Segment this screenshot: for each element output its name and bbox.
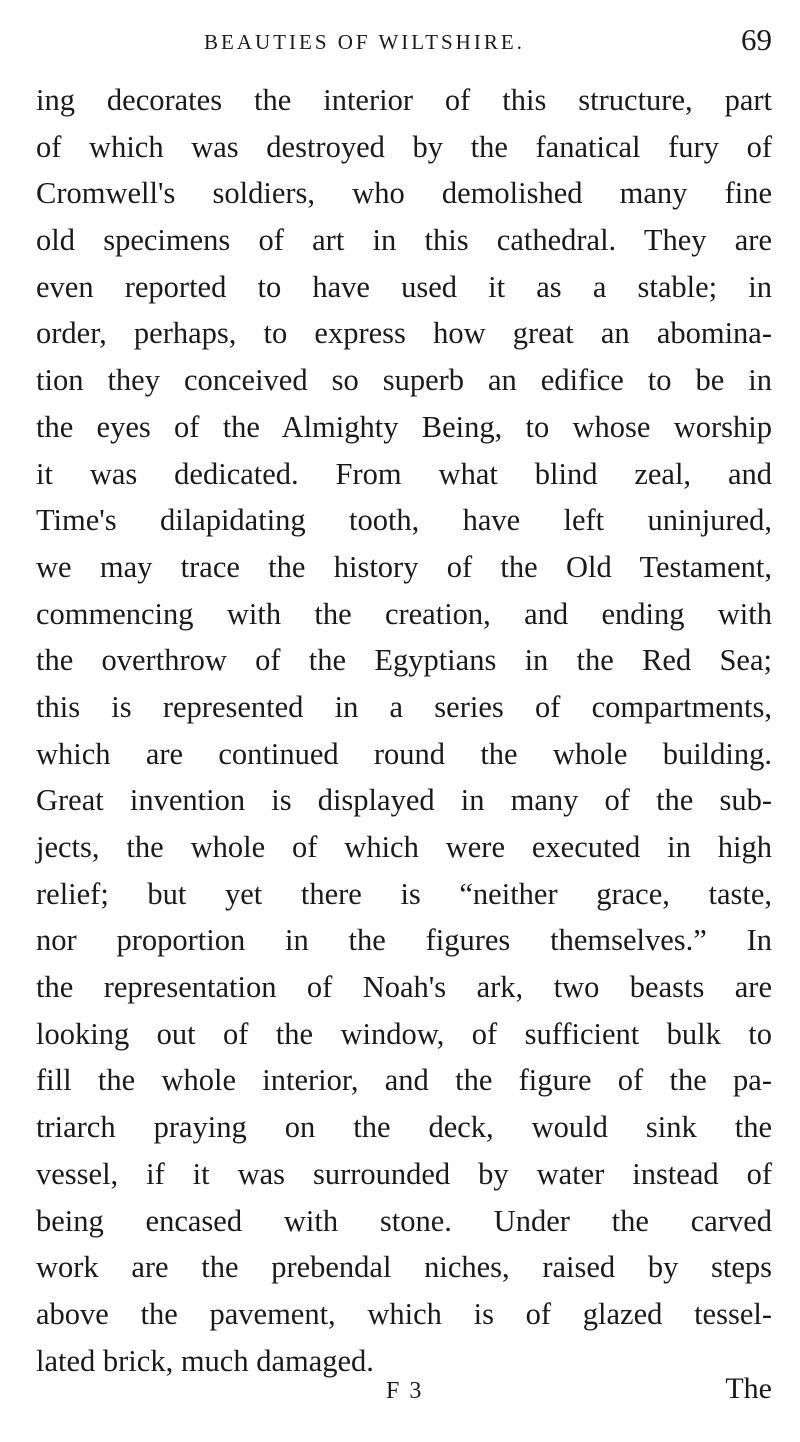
text-line: old specimens of art in this cathedral. They are — [36, 223, 772, 258]
text-line: Great invention is displayed in many of the sub- — [36, 783, 772, 818]
text-line: the representation of Noah's ark, two beasts are — [36, 970, 772, 1005]
text-line: this is represented in a series of compartments, — [36, 689, 772, 724]
running-title: BEAUTIES OF WILTSHIRE. — [204, 30, 525, 54]
text-line: order, perhaps, to express how great an abomina- — [36, 316, 772, 351]
page-number: 69 — [741, 22, 772, 57]
text-line: triarch praying on the deck, would sink the — [36, 1110, 772, 1145]
text-line: of which was destroyed by the fanatical fury of — [36, 129, 772, 164]
text-line: lated brick, much damaged. — [36, 1343, 374, 1378]
text-line: the overthrow of the Egyptians in the Red Sea; — [36, 643, 772, 678]
text-line: Time's dilapidating tooth, have left uninjured, — [36, 503, 772, 538]
body-text — [36, 77, 772, 1384]
text-line: vessel, if it was surrounded by water instead of — [36, 1156, 772, 1191]
text-line: even reported to have used it as a stable; in — [36, 269, 772, 304]
catchword: The — [725, 1372, 772, 1405]
text-line: ing decorates the interior of this structure, part — [36, 83, 772, 117]
text-line: fill the whole interior, and the figure of the pa- — [36, 1063, 772, 1098]
text-line: tion they conceived so superb an edifice to be in — [36, 363, 772, 398]
text-line: we may trace the history of the Old Testament, — [36, 549, 772, 584]
text-line: above the pavement, which is of glazed tessel- — [36, 1296, 772, 1331]
text-line: nor proportion in the figures themselves.” In — [36, 923, 772, 958]
page-footer — [36, 1372, 772, 1416]
text-line: looking out of the window, of sufficient bulk to — [36, 1016, 772, 1051]
text-line: relief; but yet there is “neither grace, taste, — [36, 876, 772, 911]
text-line: it was dedicated. From what blind zeal, and — [36, 456, 772, 491]
text-line: work are the prebendal niches, raised by steps — [36, 1250, 772, 1285]
text-line: jects, the whole of which were executed in high — [36, 830, 772, 864]
page-header — [36, 22, 772, 62]
text-line: being encased with stone. Under the carved — [36, 1203, 772, 1238]
text-line: Cromwell's soldiers, who demolished many fine — [36, 176, 772, 211]
text-line: the eyes of the Almighty Being, to whose worship — [36, 409, 772, 444]
signature-mark: F 3 — [386, 1378, 424, 1404]
text-line: which are continued round the whole building. — [36, 736, 772, 771]
text-line: commencing with the creation, and ending with — [36, 596, 772, 631]
